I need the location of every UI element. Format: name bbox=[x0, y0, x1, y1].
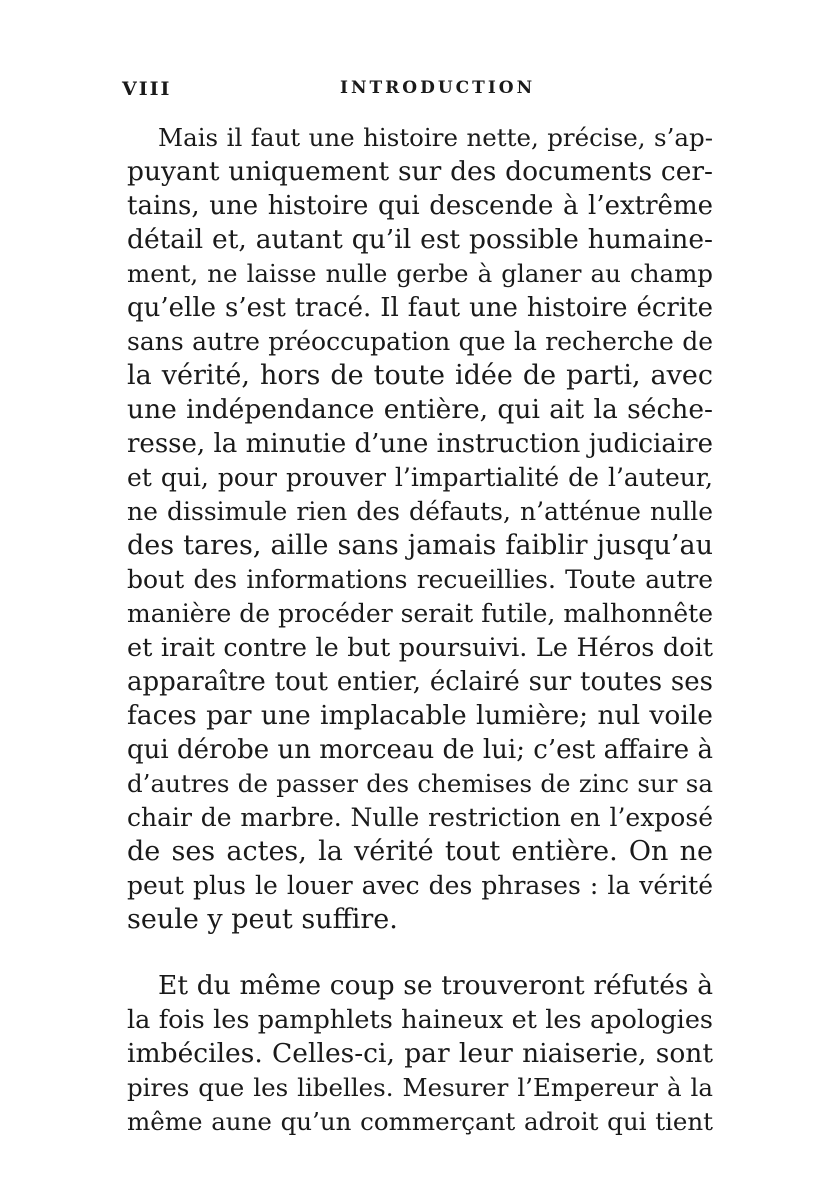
text-line: et qui, pour prouver l’impartialité de l’auteur, bbox=[127, 463, 713, 492]
text-line: qu’elle s’est tracé. Il faut une histoire écrite bbox=[127, 293, 713, 323]
text-line: détail et, autant qu’il est possible humaine- bbox=[127, 224, 713, 255]
text-line: seule y peut suffire. bbox=[127, 904, 398, 935]
text-line: chair de marbre. Nulle restriction en l’exposé bbox=[127, 803, 713, 832]
text-line: ment, ne laisse nulle gerbe à glaner au champ bbox=[127, 259, 713, 288]
text-line: apparaître tout entier, éclairé sur toutes ses bbox=[127, 667, 713, 697]
text-line: peut plus le louer avec des phrases : la vérité bbox=[127, 871, 713, 900]
text-line: bout des informations recueillies. Toute autre bbox=[127, 565, 713, 594]
text-line: manière de procéder serait futile, malhonnête bbox=[127, 599, 713, 628]
text-line: même aune qu’un commerçant adroit qui tient bbox=[127, 1107, 713, 1136]
text-line: imbéciles. Celles-ci, par leur niaiserie, sont bbox=[127, 1038, 713, 1069]
text-line: pires que les libelles. Mesurer l’Empereur à la bbox=[127, 1073, 713, 1102]
text-line: la vérité, hors de toute idée de parti, avec bbox=[127, 360, 713, 391]
text-line: Et du même coup se trouveront réfutés à bbox=[158, 970, 713, 1001]
running-head bbox=[122, 78, 714, 108]
text-line: qui dérobe un morceau de lui; c’est affaire à bbox=[127, 735, 713, 765]
text-line: resse, la minutie d’une instruction judiciaire bbox=[127, 429, 713, 459]
text-line: ne dissimule rien des défauts, n’atténue nulle bbox=[127, 497, 713, 526]
text-line: Mais il faut une histoire nette, précise, s’ap- bbox=[158, 123, 713, 152]
text-line: des tares, aille sans jamais faiblir jusqu’au bbox=[127, 530, 713, 561]
text-line: d’autres de passer des chemises de zinc sur sa bbox=[127, 769, 713, 798]
text-line: tains, une histoire qui descende à l’extrême bbox=[127, 191, 713, 221]
text-line: sans autre préoccupation que la recherche de bbox=[127, 327, 713, 356]
text-line: puyant uniquement sur des documents cer- bbox=[127, 156, 713, 187]
text-line: faces par une implacable lumière; nul voile bbox=[127, 700, 713, 731]
text-line: la fois les pamphlets haineux et les apologies bbox=[127, 1005, 713, 1035]
page-number: VIII bbox=[122, 78, 172, 100]
running-title: INTRODUCTION bbox=[340, 78, 536, 98]
text-line: et irait contre le but poursuivi. Le Héros doit bbox=[127, 633, 713, 663]
text-line: une indépendance entière, qui ait la séche- bbox=[127, 394, 713, 425]
text-line: de ses actes, la vérité tout entière. On ne bbox=[127, 836, 713, 867]
